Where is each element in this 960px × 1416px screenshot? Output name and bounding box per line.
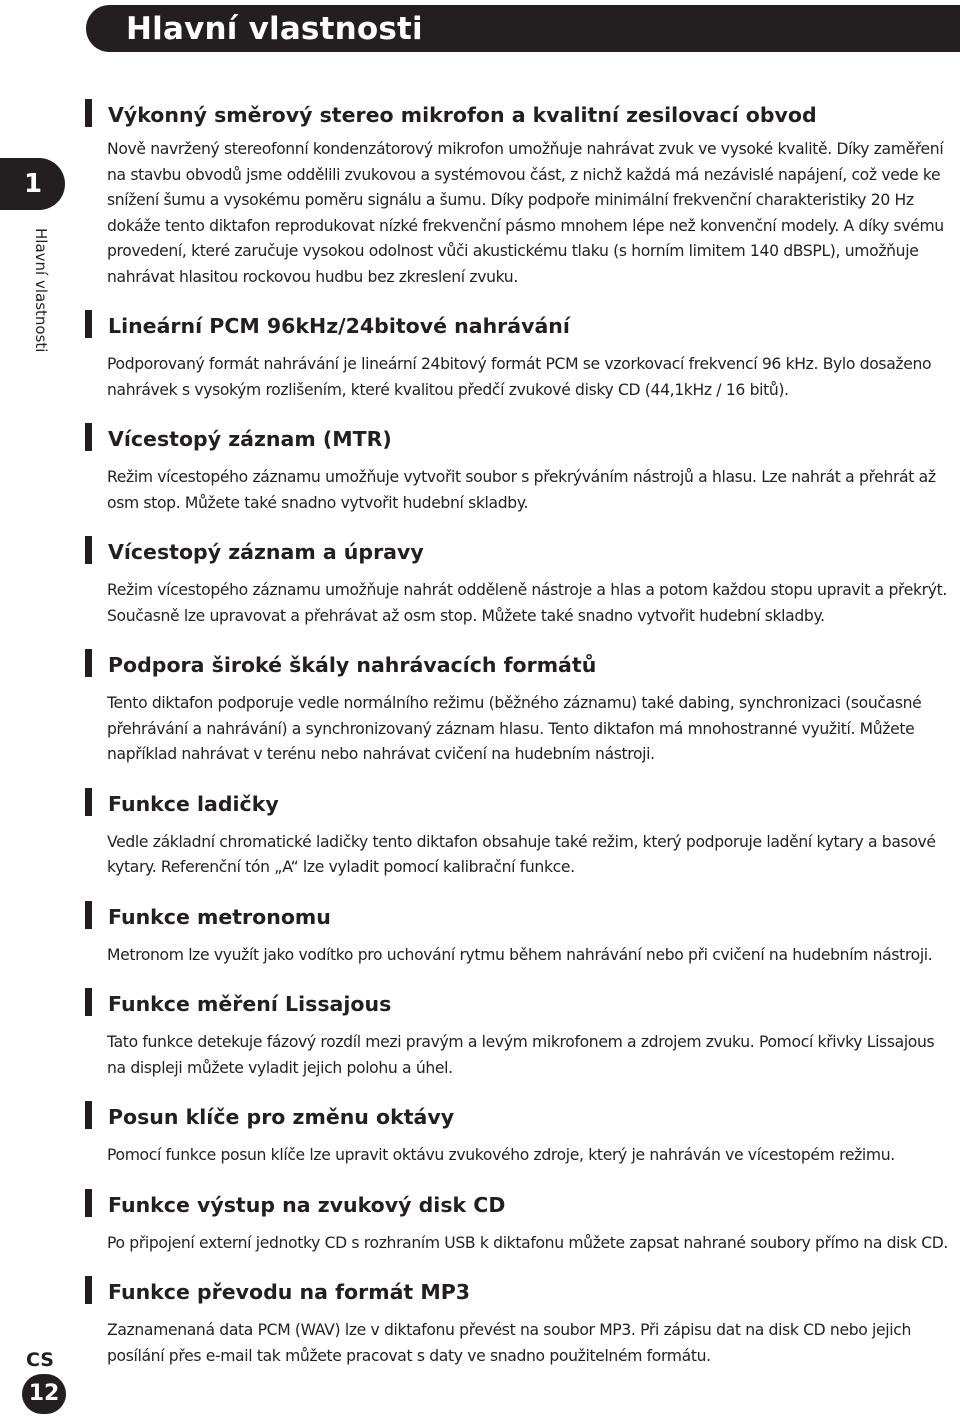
heading-bar [85,310,92,338]
feature-section [85,421,950,516]
page-title: Hlavní vlastnosti [126,11,423,47]
section-body: Pomocí funkce posun klíče lze upravit oktávu zvukového zdroje, který je nahráván ve vícestopém režimu. [107,1146,895,1164]
section-body: Metronom lze využít jako vodítko pro uchování rytmu během nahrávání nebo při cvičení na hudebním nástroji. [107,945,933,964]
feature-section [85,647,950,768]
chapter-number: 1 [24,169,43,199]
chapter-side-label: Hlavní vlastnosti [32,228,50,353]
feature-section [85,1274,950,1369]
chapter-badge [0,158,65,210]
heading-bar [85,1276,92,1304]
page-header [86,5,960,52]
heading-bar [85,1189,92,1217]
heading-bar [85,423,92,451]
feature-section [85,786,950,881]
section-heading: Funkce metronomu [85,899,950,933]
heading-bar [85,901,92,929]
section-body: Po připojení externí jednotky CD s rozhraním USB k diktafonu můžete zapsat nahrané soubory přímo na disk CD. [107,1233,949,1252]
section-heading: Podpora široké škály nahrávacích formátů [85,647,950,681]
chapter-side-tab [0,150,65,370]
section-heading: Funkce převodu na formát MP3 [85,1274,950,1308]
section-body: Vedle základní chromatické ladičky tento diktafon obsahuje také režim, který podporuje ladění kytary a basové kytary. Referenční tón „A“ lze vyladit pomocí kalibrační funkce. [107,832,936,876]
section-body: Režim vícestopého záznamu umožňuje nahrát odděleně nástroje a hlas a potom každou stopu upravit a překrýt. Současně lze upravovat a přehrávat až osm stop. Můžete také snadno vytvořit hudební skladby. [107,581,947,625]
section-heading: Funkce měření Lissajous [85,986,950,1020]
section-body: Podporovaný formát nahrávání je lineární 24bitový formát PCM se vzorkovací frekvencí 96 kHz. Bylo dosaženo nahrávek s vysokým rozlišením, které kvalitou předčí zvukové disky CD (44,1kHz / 16 bitů). [107,355,932,399]
section-body: Zaznamenaná data PCM (WAV) lze v diktafonu převést na soubor MP3. Při zápisu dat na disk CD nebo jejich posílání přes e-mail tak můžete pracovat s daty ve snadno použitelném formátu. [107,1321,912,1365]
section-body: Nově navržený stereofonní kondenzátorový mikrofon umožňuje nahrávat zvuk ve vysoké kvalitě. Díky zaměření na stavbu obvodů jsme oddělili zvukovou a systémovou část, z nichž každá má nezávislé napájení, což vede ke snížení šumu a vysokému poměru signálu a šumu. Díky podpoře minimální frekvenční charakteristiky 20 Hz dokáže tento diktafon reprodukovat nízké frekvenční pásmo mnohem lépe než konvenční modely. A díky svému provedení, které zaručuje vysokou odolnost vůči akustickému tlaku (s horním limitem 140 dBSPL), umožňuje nahrávat hlasitou rockovou hudbu bez zkreslení zvuku. [107,140,944,286]
page-number: 12 [28,1381,60,1406]
feature-section [85,899,950,969]
section-heading: Vícestopý záznam (MTR) [85,421,950,455]
feature-section [85,308,950,403]
page-number-badge [22,1374,66,1414]
heading-bar [85,99,92,127]
main-content [85,97,950,1369]
heading-bar [85,788,92,816]
section-body: Tento diktafon podporuje vedle normálního režimu (běžného záznamu) také dabing, synchronizaci (současné přehrávání a nahrávání) a synchronizovaný záznam hlasu. Tento diktafon má mnohostranné využití. Můžete například nahrávat v terénu nebo nahrávat cvičení na hudebním nástroji. [107,694,922,763]
section-heading: Funkce ladičky [85,786,950,820]
section-heading: Vícestopý záznam a úpravy [85,534,950,568]
section-heading: Výkonný směrový stereo mikrofon a kvalitní zesilovací obvod [85,97,950,131]
feature-section [85,97,950,290]
section-body: Tato funkce detekuje fázový rozdíl mezi pravým a levým mikrofonem a zdrojem zvuku. Pomocí křivky Lissajous na displeji můžete vyladit jejich polohu a úhel. [107,1033,935,1077]
feature-section [85,1099,950,1169]
heading-bar [85,536,92,564]
heading-bar [85,988,92,1016]
feature-section [85,534,950,629]
heading-bar [85,649,92,677]
section-heading: Lineární PCM 96kHz/24bitové nahrávání [85,308,950,342]
section-body: Režim vícestopého záznamu umožňuje vytvořit soubor s překrýváním nástrojů a hlasu. Lze nahrát a přehrát až osm stop. Můžete také snadno vytvořit hudební skladby. [107,468,936,512]
heading-bar [85,1101,92,1129]
feature-section [85,986,950,1081]
section-heading: Funkce výstup na zvukový disk CD [85,1187,950,1221]
language-code: CS [26,1349,54,1371]
feature-section [85,1187,950,1257]
section-heading: Posun klíče pro změnu oktávy [85,1099,950,1133]
